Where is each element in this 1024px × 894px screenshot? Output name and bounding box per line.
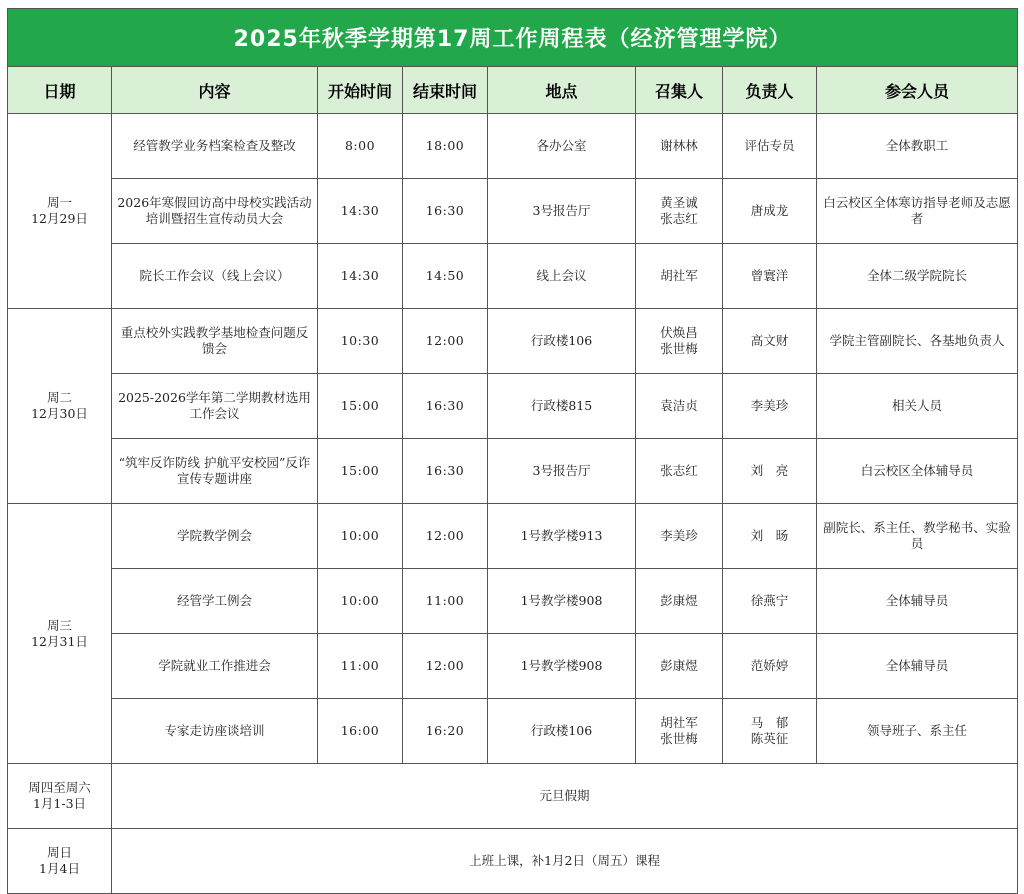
convener-cell: 胡社军 张世梅 [636, 699, 723, 764]
table-row [8, 374, 1018, 439]
table-row [8, 634, 1018, 699]
attendees-cell: 全体辅导员 [817, 569, 1018, 634]
location-cell: 1号教学楼908 [488, 634, 636, 699]
location-cell: 行政楼815 [488, 374, 636, 439]
convener-cell: 黄圣诚 张志红 [636, 179, 723, 244]
content-cell: 学院教学例会 [112, 504, 318, 569]
attendees-cell: 白云校区全体辅导员 [817, 439, 1018, 504]
lead-cell: 范娇婷 [723, 634, 817, 699]
header-attendees: 参会人员 [817, 67, 1018, 114]
content-cell: 2025-2026学年第二学期教材选用工作会议 [112, 374, 318, 439]
end-time-cell: 16:30 [403, 374, 488, 439]
table-row [8, 244, 1018, 309]
convener-cell: 张志红 [636, 439, 723, 504]
content-cell: “筑牢反诈防线 护航平安校园”反诈宣传专题讲座 [112, 439, 318, 504]
start-time-cell: 14:30 [318, 244, 403, 309]
convener-cell: 袁洁贞 [636, 374, 723, 439]
lead-cell: 李美珍 [723, 374, 817, 439]
start-time-cell: 8:00 [318, 114, 403, 179]
content-cell: 专家走访座谈培训 [112, 699, 318, 764]
end-time-cell: 16:20 [403, 699, 488, 764]
lead-cell: 唐成龙 [723, 179, 817, 244]
table-row [8, 699, 1018, 764]
end-time-cell: 16:30 [403, 179, 488, 244]
attendees-cell: 全体二级学院院长 [817, 244, 1018, 309]
location-cell: 3号报告厅 [488, 179, 636, 244]
header-row [8, 67, 1018, 114]
header-convener: 召集人 [636, 67, 723, 114]
location-cell: 1号教学楼908 [488, 569, 636, 634]
makeup-note: 上班上课，补1月2日（周五）课程 [112, 829, 1018, 894]
end-time-cell: 18:00 [403, 114, 488, 179]
header-end-time: 结束时间 [403, 67, 488, 114]
table-row [8, 114, 1018, 179]
header-date: 日期 [8, 67, 112, 114]
makeup-row [8, 829, 1018, 894]
end-time-cell: 12:00 [403, 309, 488, 374]
end-time-cell: 12:00 [403, 634, 488, 699]
start-time-cell: 10:30 [318, 309, 403, 374]
header-start-time: 开始时间 [318, 67, 403, 114]
lead-cell: 马 郁 陈英征 [723, 699, 817, 764]
start-time-cell: 14:30 [318, 179, 403, 244]
attendees-cell: 白云校区全体寒访指导老师及志愿者 [817, 179, 1018, 244]
content-cell: 院长工作会议（线上会议） [112, 244, 318, 309]
attendees-cell: 全体教职工 [817, 114, 1018, 179]
convener-cell: 谢林林 [636, 114, 723, 179]
end-time-cell: 16:30 [403, 439, 488, 504]
content-cell: 学院就业工作推进会 [112, 634, 318, 699]
table-row [8, 309, 1018, 374]
lead-cell: 评估专员 [723, 114, 817, 179]
attendees-cell: 领导班子、系主任 [817, 699, 1018, 764]
end-time-cell: 14:50 [403, 244, 488, 309]
convener-cell: 彭康煜 [636, 634, 723, 699]
table-row [8, 439, 1018, 504]
location-cell: 线上会议 [488, 244, 636, 309]
lead-cell: 刘 亮 [723, 439, 817, 504]
location-cell: 1号教学楼913 [488, 504, 636, 569]
start-time-cell: 15:00 [318, 439, 403, 504]
table-row [8, 179, 1018, 244]
start-time-cell: 11:00 [318, 634, 403, 699]
attendees-cell: 副院长、系主任、教学秘书、实验员 [817, 504, 1018, 569]
end-time-cell: 12:00 [403, 504, 488, 569]
content-cell: 重点校外实践教学基地检查问题反馈会 [112, 309, 318, 374]
convener-cell: 李美珍 [636, 504, 723, 569]
day-cell: 周日 1月4日 [8, 829, 112, 894]
location-cell: 3号报告厅 [488, 439, 636, 504]
holiday-row [8, 764, 1018, 829]
header-content: 内容 [112, 67, 318, 114]
lead-cell: 刘 旸 [723, 504, 817, 569]
attendees-cell: 学院主管副院长、各基地负责人 [817, 309, 1018, 374]
location-cell: 行政楼106 [488, 309, 636, 374]
lead-cell: 高文财 [723, 309, 817, 374]
lead-cell: 曾寰洋 [723, 244, 817, 309]
content-cell: 经管教学业务档案检查及整改 [112, 114, 318, 179]
start-time-cell: 10:00 [318, 504, 403, 569]
location-cell: 各办公室 [488, 114, 636, 179]
convener-cell: 彭康煜 [636, 569, 723, 634]
start-time-cell: 15:00 [318, 374, 403, 439]
holiday-note: 元旦假期 [112, 764, 1018, 829]
table-row [8, 569, 1018, 634]
content-cell: 经管学工例会 [112, 569, 318, 634]
attendees-cell: 全体辅导员 [817, 634, 1018, 699]
content-cell: 2026年寒假回访高中母校实践活动培训暨招生宣传动员大会 [112, 179, 318, 244]
start-time-cell: 10:00 [318, 569, 403, 634]
day-cell: 周三 12月31日 [8, 504, 112, 764]
lead-cell: 徐燕宁 [723, 569, 817, 634]
end-time-cell: 11:00 [403, 569, 488, 634]
convener-cell: 胡社军 [636, 244, 723, 309]
location-cell: 行政楼106 [488, 699, 636, 764]
table-row [8, 504, 1018, 569]
attendees-cell: 相关人员 [817, 374, 1018, 439]
header-lead: 负责人 [723, 67, 817, 114]
page-title: 2025年秋季学期第17周工作周程表（经济管理学院） [8, 9, 1018, 67]
schedule-table [7, 8, 1018, 894]
start-time-cell: 16:00 [318, 699, 403, 764]
day-cell: 周二 12月30日 [8, 309, 112, 504]
convener-cell: 伏焕昌 张世梅 [636, 309, 723, 374]
day-cell: 周一 12月29日 [8, 114, 112, 309]
day-cell: 周四至周六 1月1-3日 [8, 764, 112, 829]
header-location: 地点 [488, 67, 636, 114]
